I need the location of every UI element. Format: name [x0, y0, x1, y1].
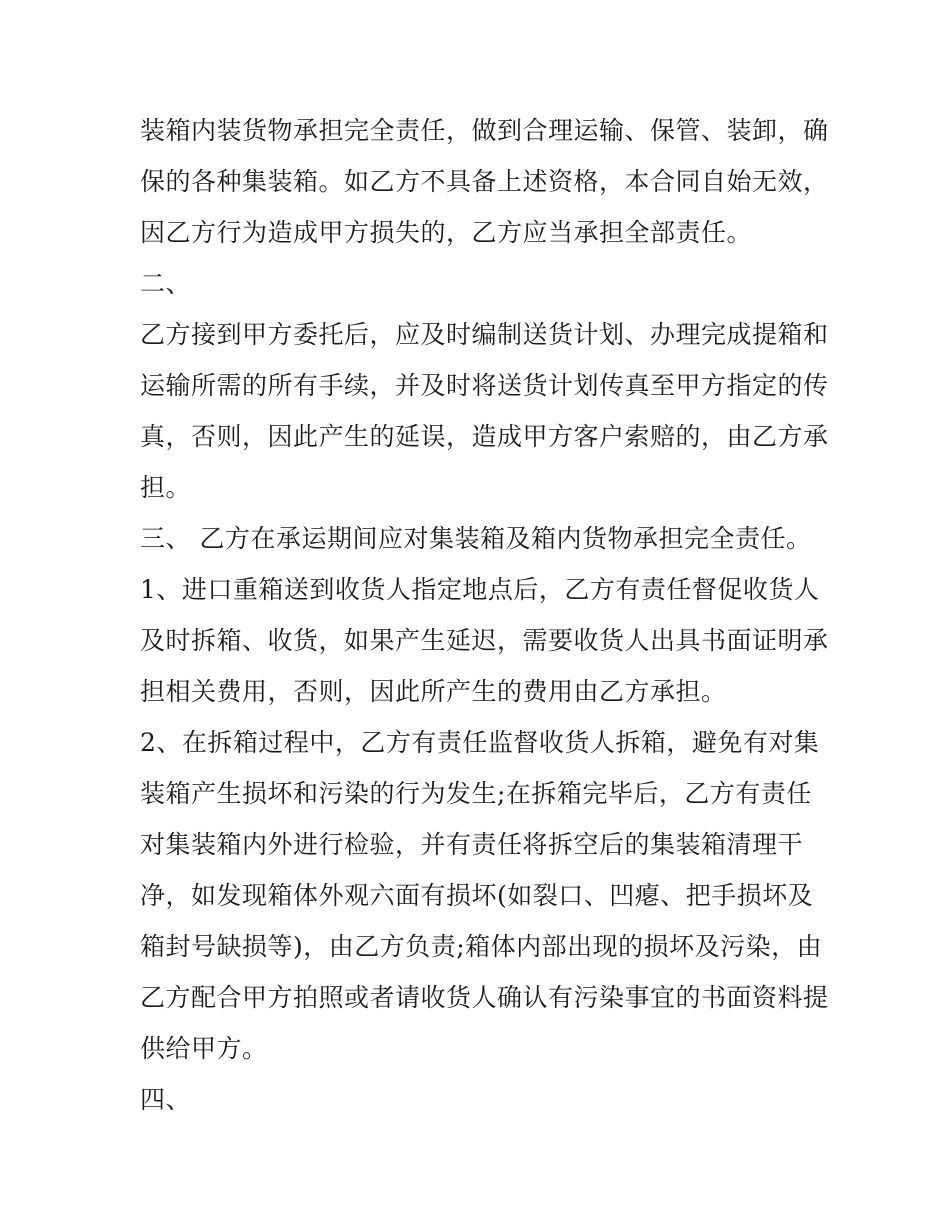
- text-line: 担相关费用，否则，因此所产生的费用由乙方承担。: [140, 677, 727, 706]
- text-line: 装箱内装货物承担完全责任，做到合理运输、保管、装卸，确: [140, 116, 829, 145]
- text-line: 2、在拆箱过程中，乙方有责任监督收货人拆箱，避免有对集: [140, 728, 820, 757]
- text-line: 保的各种集装箱。如乙方不具备上述资格，本合同自始无效，: [140, 167, 829, 196]
- text-line: 供给甲方。: [140, 1034, 268, 1063]
- text-line: 装箱产生损坏和污染的行为发生;在拆箱完毕后，乙方有责任: [140, 779, 812, 808]
- text-line: 净，如发现箱体外观六面有损坏(如裂口、凹瘪、把手损坏及: [140, 881, 814, 910]
- text-line: 乙方配合甲方拍照或者请收货人确认有污染事宜的书面资料提: [140, 983, 829, 1012]
- document-body: [140, 105, 829, 1125]
- text-line: 1、进口重箱送到收货人指定地点后，乙方有责任督促收货人: [140, 575, 820, 604]
- text-line: 真，否则，因此产生的延误，造成甲方客户索赔的，由乙方承: [140, 422, 829, 451]
- text-line: 对集装箱内外进行检验，并有责任将拆空后的集装箱清理干: [140, 830, 804, 859]
- text-line: 运输所需的所有手续，并及时将送货计划传真至甲方指定的传: [140, 371, 829, 400]
- text-line: 及时拆箱、收货，如果产生延迟，需要收货人出具书面证明承: [140, 626, 829, 655]
- text-line: 担。: [140, 473, 192, 502]
- section-heading: 二、: [140, 269, 192, 298]
- text-line: 乙方接到甲方委托后，应及时编制送货计划、办理完成提箱和: [140, 320, 829, 349]
- text-line: 因乙方行为造成甲方损失的，乙方应当承担全部责任。: [140, 218, 753, 247]
- text-line: 箱封号缺损等)，由乙方负责;箱体内部出现的损坏及污染，由: [140, 932, 823, 961]
- section-heading: 三、 乙方在承运期间应对集装箱及箱内货物承担完全责任。: [140, 524, 812, 553]
- section-heading: 四、: [140, 1085, 192, 1114]
